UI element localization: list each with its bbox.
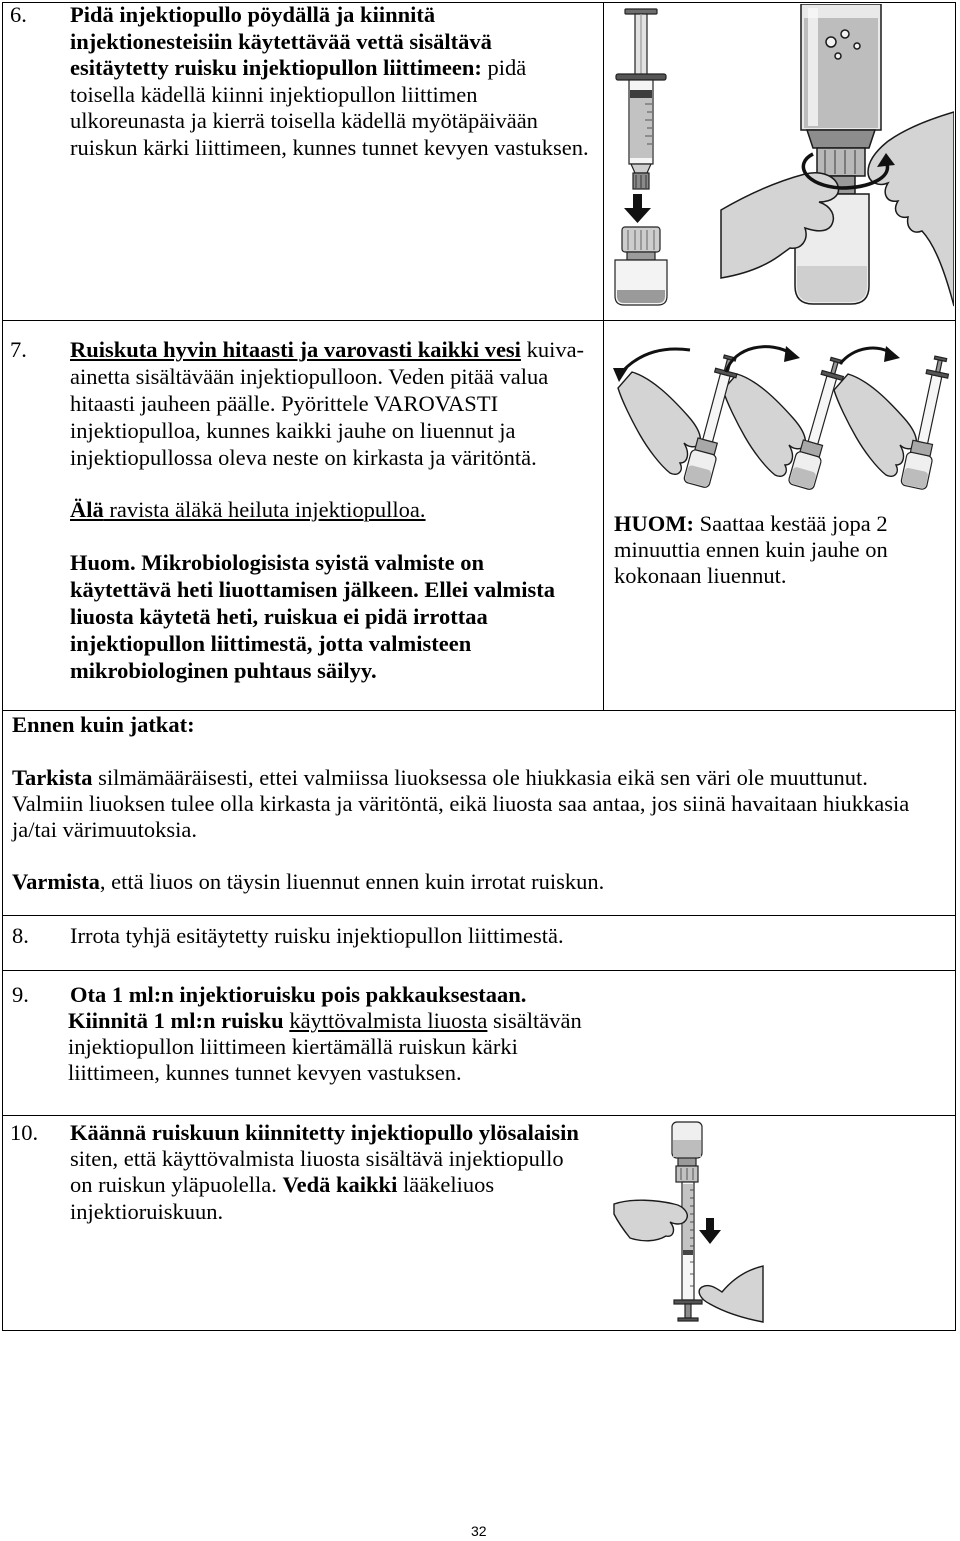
step10-line-1	[70, 1120, 579, 1147]
step6-line-6	[70, 135, 589, 162]
page-number: 32	[471, 1523, 487, 1539]
step6-text: esitäytetty ruisku injektiopullon liittimeen:	[70, 55, 482, 81]
step9-text: liittimeen, kunnes tunnet kevyen vastuksen.	[68, 1060, 462, 1085]
illustration-withdraw-solution	[612, 1118, 765, 1325]
step6-text: toisella kädellä kiinni injektiopullon liittimen	[70, 81, 478, 107]
step10-line-2	[70, 1146, 564, 1173]
step7-line-2	[70, 364, 548, 391]
illustration-attach-prefilled-syringe	[605, 4, 954, 318]
side-note-line-3	[614, 563, 786, 590]
step6-line-4	[70, 82, 477, 109]
step10-text: siten, että käyttövalmista liuosta sisältävä injektiopullo	[70, 1146, 564, 1171]
step9-text: Kiinnitä 1 ml:n ruisku	[68, 1008, 290, 1033]
step9-line-4	[68, 1060, 462, 1087]
step7-text: injektiopulloa, kunnes kaikki jauhe on liuennut ja	[70, 418, 516, 443]
step7-note-line-3: liuosta käytetä heti, ruiskua ei pidä irrottaa	[70, 604, 488, 629]
row-divider-step7-before	[2, 710, 956, 711]
row-divider-step6-step7	[2, 320, 956, 321]
step6-number: 6.	[10, 2, 27, 27]
check-text: Valmiin liuoksen tulee olla kirkasta ja väritöntä, eikä liuosta saa antaa, jos siinä havaitaan hiukkasia	[12, 791, 910, 816]
ensure-line	[12, 869, 604, 896]
side-note-text: minuuttia ennen kuin jauhe on	[614, 537, 888, 562]
step7-note-line-5: mikrobiologinen puhtaus säilyy.	[70, 658, 377, 683]
ensure-text: , että liuos on täysin liuennut ennen kuin irrotat ruiskun.	[99, 869, 605, 894]
step7-text: ainetta sisältävään injektiopulloon. Veden pitää valua	[70, 364, 549, 389]
step10-text: Käännä ruiskuun kiinnitetty injektiopullo ylösalaisin	[70, 1120, 579, 1145]
step10-text: on ruiskun yläpuolella.	[70, 1172, 283, 1197]
prefilled-syringe-drawing	[616, 9, 666, 189]
step7-text: hitaasti jauheen päälle. Pyörittele VAROVASTI	[70, 391, 499, 416]
step6-text: pidä	[481, 55, 527, 81]
right-hand-drawing	[868, 112, 954, 306]
warning-emphasis: Älä	[70, 497, 104, 522]
step9-text: injektiopullon liittimeen kiertämällä ruiskun kärki	[68, 1034, 518, 1059]
step7-emphasis: Ruiskuta hyvin hitaasti ja varovasti kaikki vesi	[70, 337, 521, 362]
row-divider-step9-step10	[2, 1115, 956, 1116]
step9-line-2	[68, 1008, 582, 1035]
illustration-swirl-vial	[610, 338, 955, 496]
step10-emphasis: Vedä kaikki	[282, 1172, 398, 1197]
check-text: ja/tai värimuutoksia.	[12, 817, 197, 842]
step10-line-3	[70, 1172, 494, 1199]
check-text: silmämääräisesti, ettei valmiissa liuoksessa ole hiukkasia eikä sen väri ole muuttunut.	[92, 765, 868, 790]
step7-text: injektiopullossa oleva neste on kirkasta ja väritöntä.	[70, 445, 537, 470]
step7-line-1	[70, 337, 584, 364]
step10-number: 10.	[10, 1120, 39, 1145]
step6-line-5	[70, 108, 538, 135]
step7-note-line-4: injektiopullon liittimestä, jotta valmisteen	[70, 631, 472, 656]
side-note-text: Saattaa kestää jopa 2	[693, 511, 888, 536]
before-continuing-heading: Ennen kuin jatkat:	[12, 712, 195, 737]
step7-warning	[70, 497, 426, 524]
step6-line-3	[70, 55, 526, 82]
step6-line-2	[70, 29, 492, 56]
side-note-line-2	[614, 537, 888, 564]
table-right-border	[955, 2, 956, 1330]
step7-number: 7.	[10, 337, 27, 362]
step6-text: ulkoreunasta ja kierrä toisella kädellä myötäpäivään	[70, 108, 538, 134]
step8-number: 8.	[12, 923, 29, 948]
step9-number: 9.	[12, 982, 29, 1007]
ensure-emphasis: Varmista	[12, 869, 100, 894]
column-divider	[603, 2, 604, 710]
step9-text: sisältävän	[487, 1008, 582, 1033]
step7-line-4	[70, 418, 516, 445]
check-line-2	[12, 791, 909, 818]
step10-text: lääkeliuos	[397, 1172, 495, 1197]
inverted-vial-drawing	[672, 1122, 702, 1182]
check-line-1	[12, 765, 868, 792]
hand-drawing	[618, 372, 916, 476]
step8-text: Irrota tyhjä esitäytetty ruisku injektiopullon liittimestä.	[70, 923, 564, 948]
vial-with-syringe-drawing	[683, 353, 953, 490]
step7-line-3	[70, 391, 498, 418]
arrow-down-icon	[624, 194, 651, 223]
step9-underlined-text: käyttövalmista liuosta	[289, 1008, 488, 1033]
warning-text: ravista äläkä heiluta injektiopulloa.	[103, 497, 426, 522]
row-divider-step8-step9	[2, 970, 956, 971]
check-emphasis: Tarkista	[12, 765, 93, 790]
table-left-border	[2, 2, 3, 1330]
step10-line-4	[70, 1199, 223, 1226]
step7-note-line-1: Huom. Mikrobiologisista syistä valmiste on	[70, 550, 484, 575]
step6-line-1	[70, 2, 435, 29]
arrow-down-icon	[699, 1218, 721, 1244]
hands-connecting-syringe-drawing	[721, 4, 954, 306]
side-note-text: kokonaan liuennut.	[614, 563, 787, 588]
step10-text: injektioruiskuun.	[70, 1199, 224, 1224]
swirl-arrow-icon	[613, 346, 900, 382]
step7-line-5	[70, 445, 537, 472]
step9-text: Ota 1 ml:n injektioruisku pois pakkauksestaan.	[70, 982, 527, 1007]
side-note-line-1	[614, 511, 888, 538]
check-line-3	[12, 817, 197, 844]
step7-note-line-2: käytettävä heti liuottamisen jälkeen. Ellei valmista	[70, 577, 555, 602]
step9-line-3	[68, 1034, 518, 1061]
syringe-drawing	[674, 1182, 702, 1321]
step9-line-1	[70, 982, 526, 1009]
vial-with-adapter-drawing	[615, 227, 667, 305]
step6-text: ruiskun kärki liittimeen, kunnes tunnet kevyen vastuksen.	[70, 135, 589, 160]
row-divider-before-step8	[2, 915, 956, 916]
table-bottom-border	[2, 1330, 956, 1331]
step7-text: kuiva-	[520, 337, 585, 362]
side-note-label: HUOM:	[614, 511, 694, 536]
step6-text: Pidä injektiopullo pöydällä ja kiinnitä	[70, 2, 436, 27]
step6-text: injektionesteisiin käytettävää vettä sisältävä	[70, 28, 492, 54]
